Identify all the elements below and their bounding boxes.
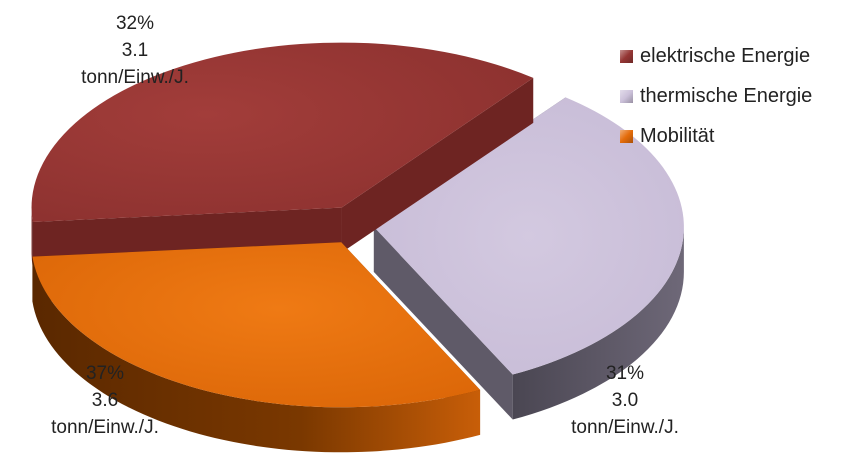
legend-item-thermal — [620, 76, 812, 116]
legend-swatch-thermal — [620, 90, 633, 103]
legend-label-electric: elektrische Energie — [640, 44, 811, 67]
data-label-thermal-unit: tonn/Einw./J. — [81, 67, 189, 88]
legend-label-mobility: Mobilität — [640, 124, 715, 147]
data-label-mobility — [540, 360, 710, 441]
data-label-electric-percent: 37% — [85, 363, 125, 384]
data-label-mobility-value: 3.0 — [611, 390, 639, 411]
data-label-electric-unit: tonn/Einw./J. — [51, 417, 159, 438]
data-label-mobility-percent: 31% — [605, 363, 645, 384]
data-label-thermal-percent: 32% — [115, 13, 155, 34]
data-label-mobility-unit: tonn/Einw./J. — [571, 417, 679, 438]
data-label-electric-value: 3.6 — [91, 390, 119, 411]
legend-swatch-electric — [620, 50, 633, 63]
data-label-thermal — [40, 10, 230, 91]
data-label-electric — [20, 360, 190, 441]
legend-label-thermal: thermische Energie — [640, 84, 813, 107]
data-label-thermal-value: 3.1 — [121, 40, 149, 61]
legend-swatch-mobility — [620, 130, 633, 143]
legend — [620, 36, 812, 156]
legend-item-electric — [620, 36, 812, 76]
legend-item-mobility — [620, 116, 812, 156]
